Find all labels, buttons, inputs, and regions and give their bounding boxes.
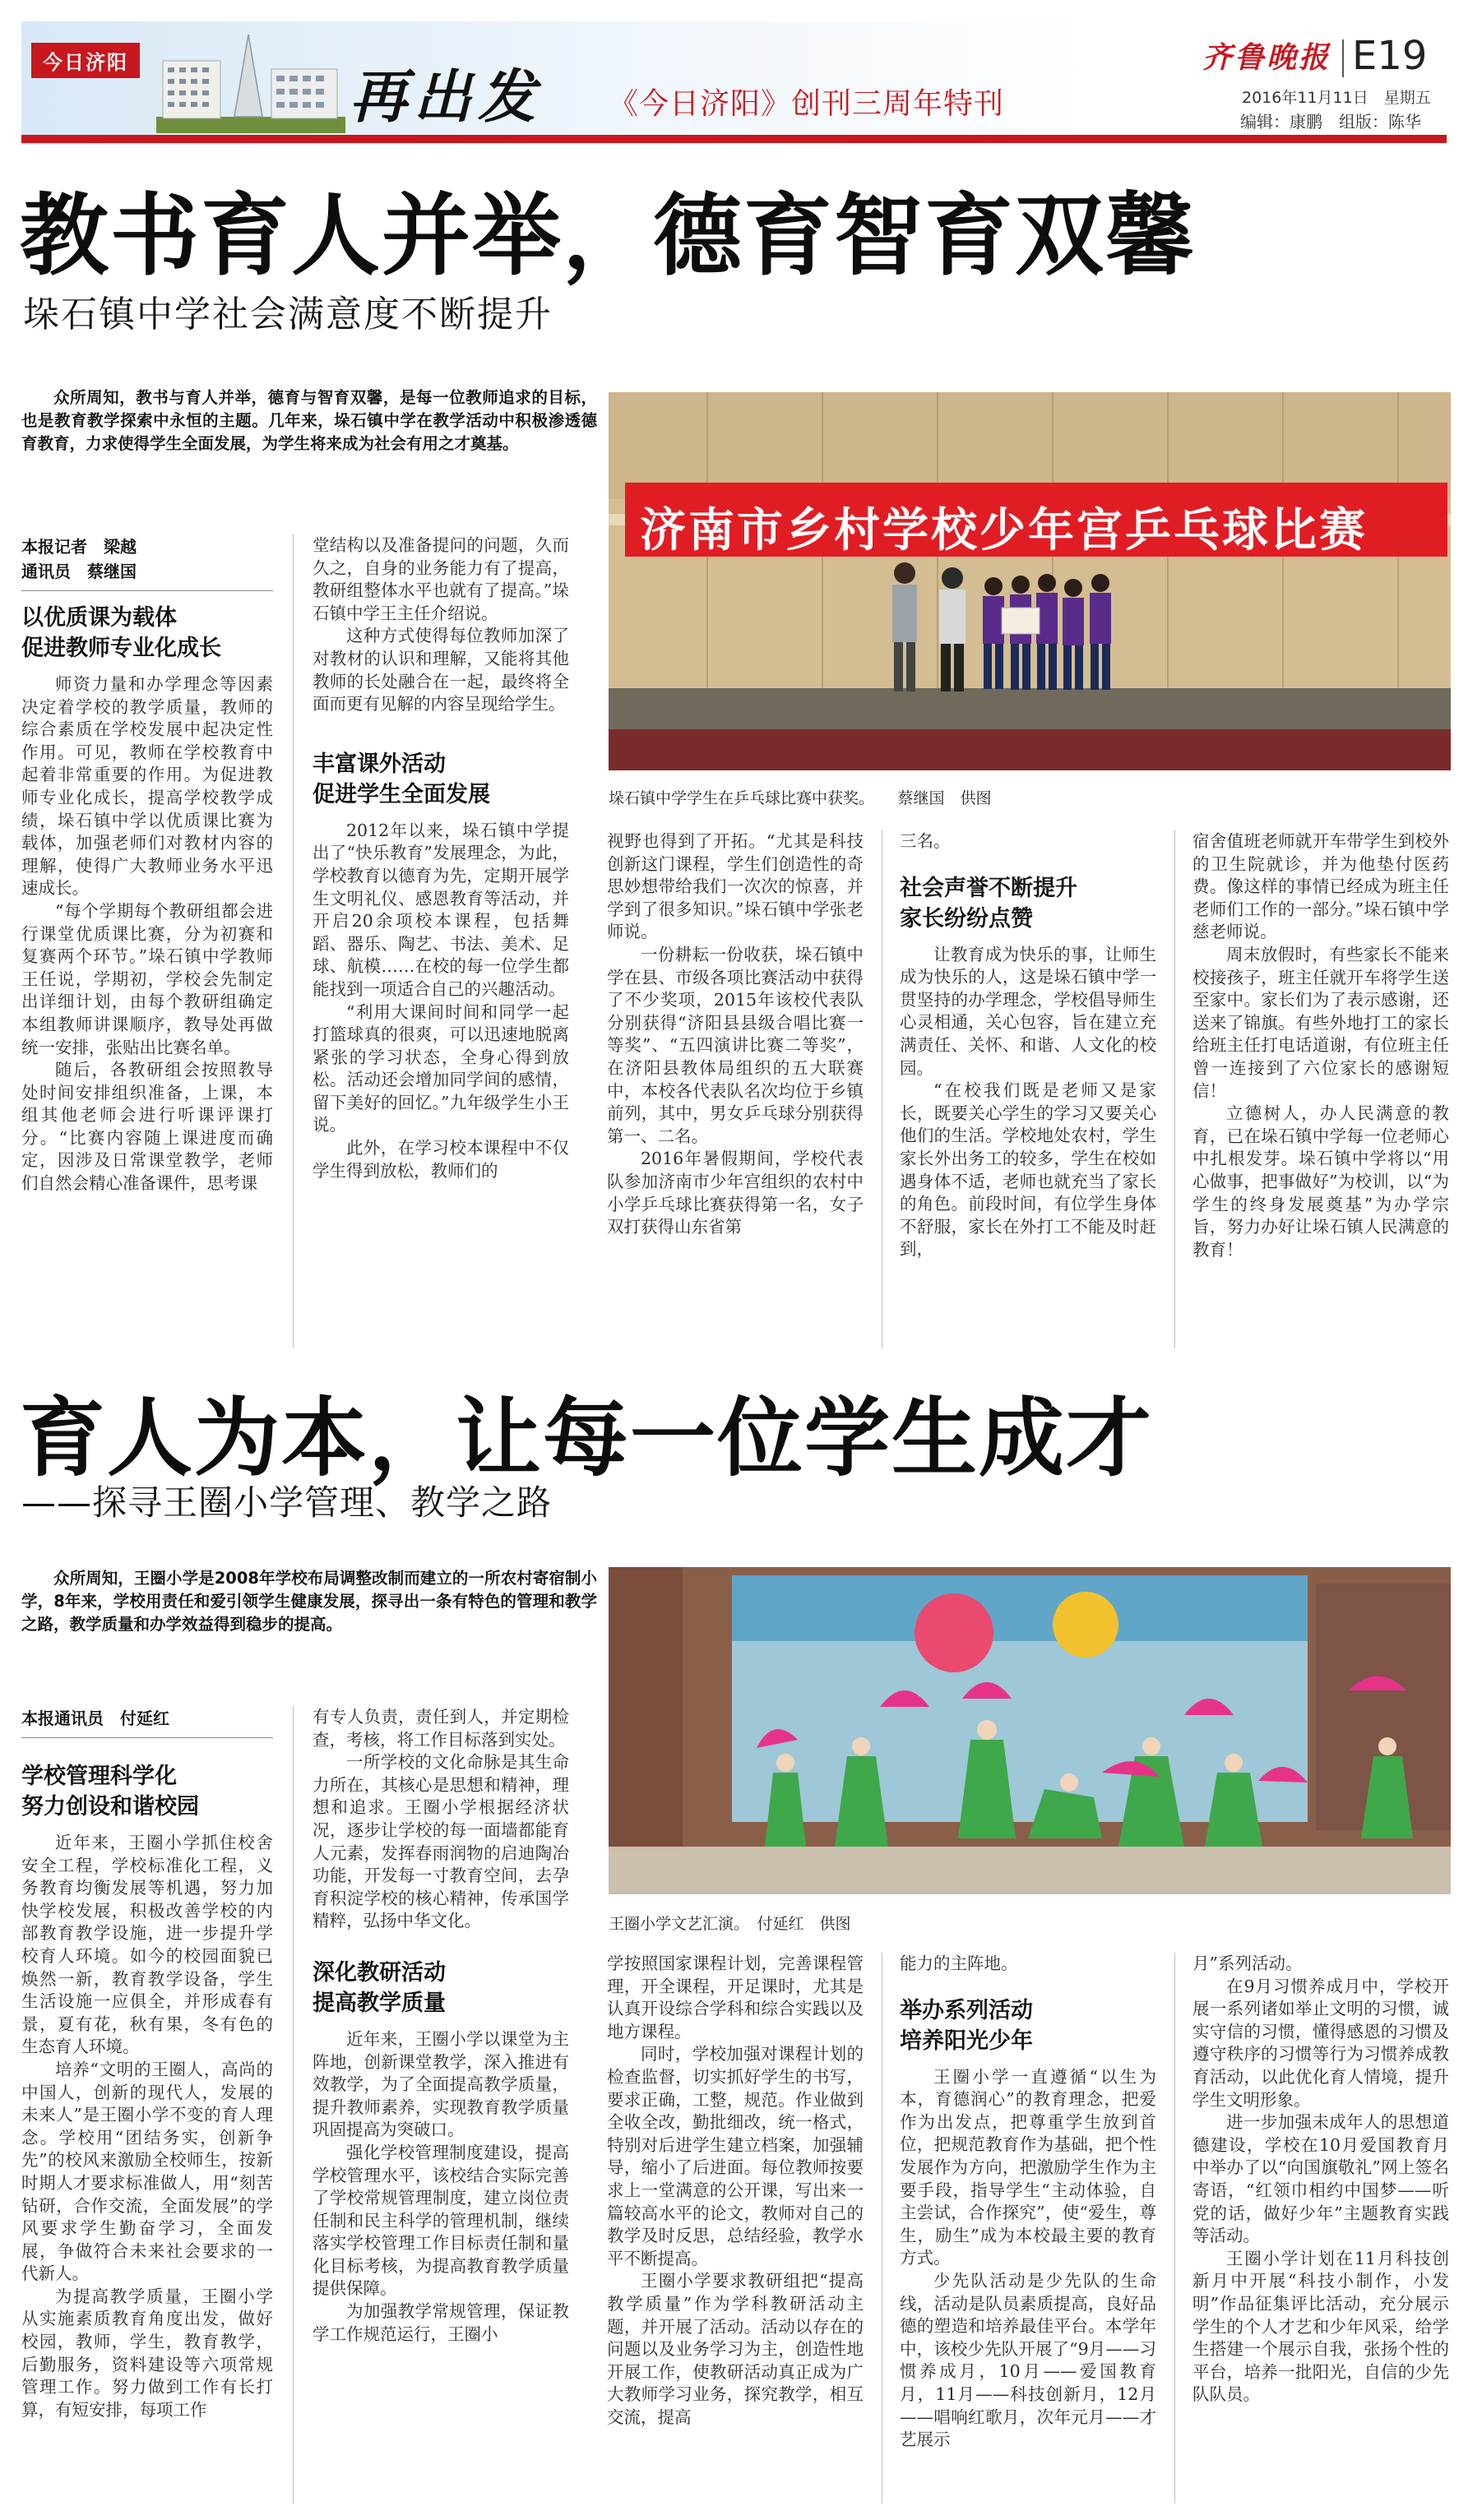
article2-column-2 (313, 1706, 569, 2508)
byline-rule (21, 590, 273, 591)
paragraph: 一份耕耘一份收获，垛石镇中学在县、市级各项比赛活动中获得了不少奖项，2015年该校代表队分别获得“济阳县县级合唱比赛一等奖”、“五四演讲比赛二等奖”，在济阳县教体局组织的五大联赛中，本校各代表队名次均位于乡镇前列，其中，男女乒乓球分别获得第一、二名。 (607, 944, 864, 1146)
paragraph: 宿舍值班老师就开车带学生到校外的卫生院就诊，并为他垫付医药费。像这样的事情已经成为班主任老师们工作的一部分。”垛石镇中学慈老师说。 (1192, 831, 1449, 942)
paragraph: 一所学校的文化命脉是其生命力所在，其核心是思想和精神，理想和追求。王圈小学根据经济状况，逐步让学校的每一面墙都能育人元素，发挥春雨润物的启迪陶冶功能，开发每一寸教育空间，去孕育积淀学校的核心精神，传承国学精粹，弘扬中华文化。 (313, 1752, 569, 1931)
article1-photo-caption: 垛石镇中学学生在乒乓球比赛中获奖。 蔡继国 供图 (609, 789, 992, 807)
paragraph: 三名。 (900, 831, 951, 851)
paragraph: 在9月习惯养成月中，学校开展一系列诸如举止文明的习惯，诚实守信的习惯，懂得感恩的习惯及遵守秩序的习惯等行为习惯养成教育活动，以此优化育人情境，提升学生文明形象。 (1192, 1976, 1449, 2110)
paragraph: 周末放假时，有些家长不能来校接孩子，班主任就开车将学生送至家中。家长们为了表示感谢，还送来了锦旗。有些外地打工的家长给班主任打电话道谢，有位班主任曾一连接到了六位家长的感谢短信！ (1192, 944, 1449, 1101)
paragraph: 2016年暑假期间，学校代表队参加济南市少年宫组织的农村中小学乒乓球比赛获得第一名，女子双打获得山东省第 (607, 1149, 864, 1237)
article1-subheadline: 垛石镇中学社会满意度不断提升 (23, 294, 553, 335)
paragraph: 能力的主阵地。 (900, 1954, 1018, 1973)
article1-section1-heading: 以优质课为载体 促进教师专业化成长 (21, 605, 221, 661)
paragraph: 近年来，王圈小学以课堂为主阵地，创新课堂教学，深入推进有效教学，为了全面提高教学质量，提升教师素养，实现教育教学质量巩固提高为突破口。 (313, 2028, 569, 2140)
dance-performance-photo-illustration (609, 1567, 1451, 1894)
article1-column-2 (313, 534, 569, 1357)
newspaper-logo: 齐鲁晚报 (1202, 40, 1331, 75)
paragraph: 师资力量和办学理念等因素决定着学校的教学质量，教师的综合素质在学校发展中起决定性作用。可见，教师在学校教育中起着非常重要的作用。为促进教师专业化成长，提高学校教学成绩，垛石镇中学以优质课比赛为载体，加强老师们对教材内容的理解，使得广大教师业务水平迅速成长。 (21, 674, 273, 899)
article1-column-3 (607, 830, 864, 1357)
paragraph: 学按照国家课程计划，完善课程管理，开全课程，开足课时，尤其是认真开设综合学科和综合实践以及地方课程。 (607, 1954, 864, 2041)
section-tag: 今日济阳 (31, 43, 140, 78)
column-divider (293, 1706, 294, 2504)
article2-section3-heading: 举办系列活动 培养阳光少年 (900, 1997, 1033, 2054)
article2-headline: 育人为本，让每一位学生成才 (20, 1388, 1154, 1488)
article2-lead: 众所周知，王圈小学是2008年学校布局调整改制而建立的一所农村寄宿制小学，8年来，学校用责任和爱引领学生健康发展，探寻出一条有特色的管理和教学之路，教学质量和办学效益得到稳步的提高。 (21, 1569, 597, 1634)
article2-subheadline: ——探寻王圈小学管理、教学之路 (21, 1482, 553, 1523)
column-divider (1174, 830, 1175, 1348)
correspondent-byline: 本报通讯员 付延红 (21, 1709, 169, 1728)
paragraph: “利用大课间时间和同学一起打篮球真的很爽，可以迅速地脱离紧张的学习状态，全身心得到放松。活动还会增加同学间的感情，留下美好的回忆。”九年级学生小王说。 (313, 1001, 569, 1135)
paragraph: 有专人负责，责任到人，并定期检查，考核，将工作目标落到实处。 (313, 1707, 569, 1750)
photo1-banner-text: 济南市乡村学校少年宫乒乓球比赛 (640, 504, 1368, 557)
paragraph: 这种方式使得每位教师加深了对教材的认识和理解，又能将其他教师的长处融合在一起，最终将全面而更有见解的内容呈现给学生。 (313, 626, 569, 714)
article1-photo-pingpong-award (609, 392, 1451, 770)
column-divider (293, 534, 294, 1348)
paragraph: 同时，学校加强对课程计划的检查监督，切实抓好学生的书写，要求正确，工整，规范。作业做到全收全改，勤批细改，统一格式，特别对后进学生建立档案，加强辅导，缩小了后进面。每位教师按要求上一堂满意的公开课，写出来一篇较高水平的论文，教师对自己的教学及时反思，总结经验，教学水平不断提高。 (607, 2044, 864, 2268)
masthead-red-rule (21, 135, 1447, 143)
paragraph: “每个学期每个教研组都会进行课堂优质课比赛，分为初赛和复赛两个环节。”垛石镇中学教师王任说，学期初，学校会先制定出详细计划，由每个教研组确定本组教师讲课顺序，教导处再做统一安排，张贴出比赛名单。 (21, 900, 273, 1057)
article2-column-5 (1192, 1953, 1449, 2508)
masthead-slogan: 再出发 (350, 62, 542, 131)
article1-section3-heading: 社会声誉不断提升 家长纷纷点赞 (900, 875, 1077, 932)
article1-lead: 众所周知，教书与育人并举，德育与智育双馨，是每一位教师追求的目标，也是教育教学探索中永恒的主题。几年来，垛石镇中学在教学活动中积极渗透德育教育，力求使得学生全面发展，为学生将来成为社会有用之才奠基。 (21, 388, 597, 453)
paragraph: “在校我们既是老师又是家长，既要关心学生的学习又要关心他们的生活。学校地处农村，学生家长外出务工的较多，学生在校如遇身体不适，老师也就充当了家长的角色。前段时间，有位学生身体不舒服，家长在外打工不能及时赶到， (900, 1080, 1156, 1260)
paragraph: 培养“文明的王圈人，高尚的中国人，创新的现代人，发展的未来人”是王圈小学不变的育人理念。学校用“团结务实，创新争先”的校风来激励全校师生，按新时期人才要求标准做人，用“刻苦钻研，合作交流，全面发展”的学风要求学生勤奋学习，全面发展，争做符合未来社会要求的一代新人。 (21, 2059, 273, 2284)
paragraph: 王圈小学要求教研组把“提高教学质量”作为学科教研活动主题，并开展了活动。活动以存在的问题以及业务学习为主，创造性地开展工作，使教研活动真正成为广大教师学习业务，探究教学，相互交流，提高 (607, 2271, 864, 2427)
paragraph: 进一步加强未成年人的思想道德建设，学校在10月爱国教育月中举办了以“向国旗敬礼”网上签名寄语，“红领巾相约中国梦——听党的话，做好少年”主题教育实践等活动。 (1192, 2112, 1449, 2246)
article1-column-4 (900, 830, 1156, 1357)
special-issue-title: 《今日济阳》创刊三周年特刊 (609, 87, 1005, 121)
article1-column-1 (21, 534, 273, 1357)
paragraph: 立德树人，办人民满意的教育，已在垛石镇中学每一位老师心中扎根发芽。垛石镇中学将以“用心做事，把事做好”为校训，以“为学生的终身发展奠基”为办学宗旨，努力办好让垛石镇人民满意的教育！ (1192, 1103, 1449, 1260)
byline-rule (21, 1737, 273, 1738)
paragraph: 随后，各教研组会按照教导处时间安排组织准备，上课，本组其他老师会进行听课评课打分。“比赛内容随上课进度而确定，因涉及日常课堂教学，老师们自然会精心准备课件，思考课 (21, 1060, 273, 1194)
article2-section1-heading: 学校管理科学化 努力创设和谐校园 (21, 1764, 199, 1819)
paragraph: 视野也得到了开拓。“尤其是科技创新这门课程，学生们创造性的奇思妙想带给我们一次次的惊喜，并学到了很多知识。”垛石镇中学张老师说。 (607, 831, 864, 942)
paragraph: 堂结构以及准备提问的问题，久而久之，自身的业务能力有了提高，教研组整体水平也就有了提高。”垛石镇中学王主任介绍说。 (313, 535, 569, 623)
paragraph: 近年来，王圈小学抓住校舍安全工程，学校标准化工程，义务教育均衡发展等机遇，努力加快学校发展，积极改善学校的内部教育教学设施，进一步提升学校育人环境。如今的校园面貌已焕然一新，教育教学设备，学生生活设施一应俱全，并形成春有景，夏有花，秋有果，冬有色的生态育人环境。 (21, 1833, 273, 2057)
page-number-divider (1342, 39, 1344, 77)
paragraph: 为提高教学质量，王圈小学从实施素质教育角度出发，做好校园，教师，学生，教育教学，后勤服务，资料建设等六项常规管理工作。努力做到工作有长打算，有短安排，每项工作 (21, 2286, 273, 2420)
page-number: E19 (1352, 33, 1428, 79)
reporter-byline: 本报记者 梁越 (21, 537, 137, 557)
paragraph: 强化学校管理制度建设，提高学校管理水平，该校结合实际完善了学校常规管理制度，建立岗位责任制和民主科学的管理机制，继续落实学校管理工作目标责任制和量化目标考核，为提高教育教学质量提供保障。 (313, 2142, 569, 2299)
paragraph: 少先队活动是少先队的生命线，活动是队员素质提高，良好品德的塑造和培养最佳平台。本学年中，该校少先队开展了“9月——习惯养成月，10月——爱国教育月，11月——科技创新月，12月——唱响红歌月，次年元月——才艺展示 (900, 2270, 1156, 2450)
article2-section2-heading: 深化教研活动 提高教学质量 (313, 1959, 446, 2016)
article2-column-4 (900, 1953, 1156, 2508)
paragraph: 月”系列活动。 (1192, 1954, 1303, 1973)
article2-photo-caption: 王圈小学文艺汇演。 付延红 供图 (609, 1915, 851, 1933)
correspondent-byline: 通讯员 蔡继国 (21, 562, 137, 581)
city-skyline-illustration (156, 28, 345, 133)
article2-photo-dance-performance (609, 1567, 1451, 1894)
article1-section2-heading: 丰富课外活动 促进学生全面发展 (313, 751, 490, 807)
article2-column-3 (607, 1953, 864, 2508)
article1-column-5 (1192, 830, 1449, 1357)
paragraph: 王圈小学计划在11月科技创新月中开展“科技小制作，小发明”作品征集评比活动，充分展示学生的个人才艺和少年风采，给学生搭建一个展示自我，张扬个性的平台，培养一批阳光，自信的少先队队员。 (1192, 2248, 1449, 2405)
article2-column-1 (21, 1706, 273, 2508)
paragraph: 2012年以来，垛石镇中学提出了“快乐教育”发展理念，为此，学校教育以德育为先，定期开展学生文明礼仪、感恩教育等活动，并开启20余项校本课程，包括舞蹈、器乐、陶艺、书法、美术、足球、航模……在校的每一位学生都能找到一项适合自己的兴趣活动。 (313, 820, 569, 999)
article1-headline: 教书育人并举，德育智育双馨 (20, 185, 1197, 288)
paragraph: 王圈小学一直遵循“以生为本，育德润心”的教育理念，把爱作为出发点，把尊重学生放到首位，把规范教育作为基础，把个性发展作为方向，把激励学生作为主要手段，指导学生“主动体验，自主尝试，合作探究”，使“爱生，尊生，励生”成为本校最主要的教育方式。 (900, 2066, 1156, 2268)
issue-date: 2016年11月11日 星期五 (1242, 89, 1431, 107)
paragraph: 为加强教学常规管理，保证教学工作规范运行，王圈小 (313, 2301, 569, 2344)
paragraph: 让教育成为快乐的事，让师生成为快乐的人，这是垛石镇中学一贯坚持的办学理念，学校倡导师生心灵相通，关心包容，旨在建立充满责任、关怀、和谐、人文化的校园。 (900, 944, 1156, 1078)
column-divider (1174, 1953, 1175, 2504)
pingpong-award-photo-illustration (609, 392, 1451, 770)
editor-credits: 编辑：康鹏 组版：陈华 (1240, 112, 1421, 132)
paragraph: 此外，在学习校本课程中不仅学生得到放松，教师们的 (313, 1138, 569, 1181)
